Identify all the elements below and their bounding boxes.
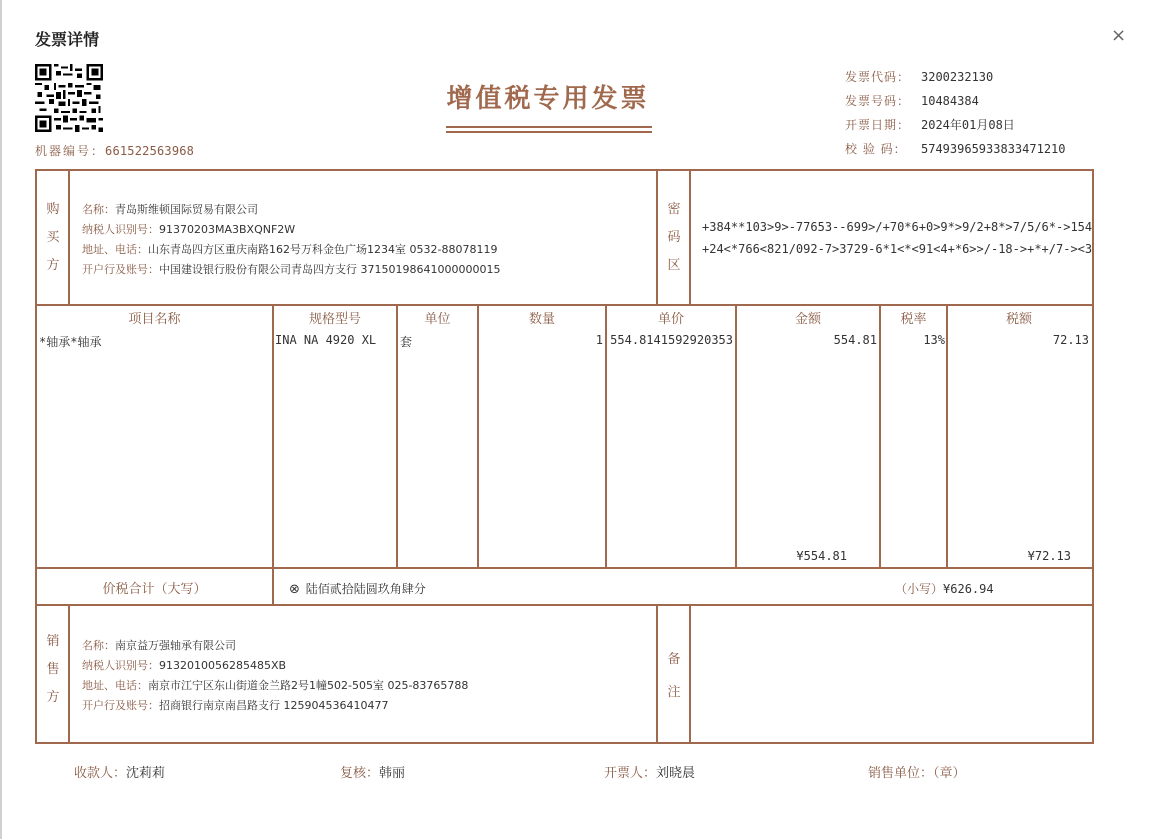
item-rate: 13% [923, 333, 945, 347]
dialog-title: 发票详情 [35, 30, 100, 49]
col-header-unit: 单位 [424, 312, 451, 327]
divider [35, 304, 1094, 306]
invoice-number: 发票号码： 10484384 [845, 94, 979, 108]
buyer-tax-id: 纳税人识别号：91370203MA3BXQNF2W [82, 223, 296, 236]
seller-side-label: 销 售 方 [46, 634, 60, 705]
cross-circle-icon: ⊗ [289, 582, 300, 597]
item-spec: INA NA 4920 XL [275, 333, 377, 347]
remarks-side-label: 备 注 [667, 652, 681, 700]
sum-in-figures: （小写）¥626.94 [895, 582, 994, 596]
total-tax: ¥72.13 [1027, 549, 1071, 563]
cipher-area: +384**103>9>-77653--699>/+70*6+0>9*>9/2+8*>7/5/6*->154 +24<*766<821/092-7>3729-6*1<*<91<4+*6>>/-18->+*+/7-><3 [702, 220, 1093, 256]
invoice-code: 发票代码： 3200232130 [845, 70, 994, 84]
col-header-name: 项目名称 [128, 312, 181, 327]
invoice-date: 开票日期： 2024年01月08日 [845, 118, 1015, 132]
buyer-address: 地址、电话：山东青岛四方区重庆南路162号万科金色广场1234室 0532-88078119 [82, 243, 498, 256]
seller-tax-id: 纳税人识别号：91320100562854​85XB [82, 659, 287, 672]
divider [396, 304, 398, 569]
col-header-spec: 规格型号 [308, 312, 361, 327]
buyer-bank: 开户行及账号：中国建设银行股份有限公司青岛四方支行 37150198641000000015 [82, 263, 501, 276]
col-header-amount: 金额 [794, 312, 821, 327]
check-code: 校 验 码： 57493965933833471210 [845, 142, 1066, 156]
title-underline [446, 131, 652, 133]
item-amount: 554.81 [833, 333, 877, 347]
item-qty: 1 [595, 333, 603, 347]
reviewer: 复核：韩丽 [340, 766, 406, 781]
cipher-side-label: 密 码 区 [667, 202, 681, 273]
col-header-price: 单价 [657, 312, 684, 327]
close-icon[interactable]: × [1111, 25, 1127, 46]
invoice-title: 增值税专用发票 [446, 84, 650, 114]
drawer: 开票人：刘晓晨 [604, 766, 696, 781]
seller-name: 名称：南京益万强轴承有限公司 [82, 639, 236, 652]
qr-code-icon [35, 64, 103, 132]
seller-address: 地址、电话：南京市江宁区东山街道金兰路2号1幢502-505室 025-83765788 [82, 679, 469, 692]
title-underline [446, 126, 652, 128]
divider [35, 567, 1094, 569]
seller-bank: 开户行及账号：招商银行南京南昌路支行 125904536410477 [82, 699, 389, 712]
col-header-qty: 数量 [528, 312, 555, 327]
buyer-info [82, 200, 500, 280]
machine-number: 机器编号：661522563968 [35, 144, 195, 158]
item-price: 554.8141592920353 [610, 333, 733, 347]
item-unit: 套 [400, 335, 413, 349]
buyer-name: 名称：青岛斯维顿国际贸易有限公司 [82, 203, 258, 216]
divider [272, 304, 274, 606]
payee: 收款人：沈莉莉 [74, 766, 166, 781]
total-amount: ¥554.81 [796, 549, 847, 563]
sum-in-words: ⊗ 陆佰贰拾陆圆玖角肆分 [289, 582, 426, 597]
item-name: *轴承*轴承 [39, 335, 102, 349]
seller-unit: 销售单位：（章） [868, 766, 966, 781]
item-tax: 72.13 [1052, 333, 1089, 347]
buyer-side-label: 购 买 方 [46, 202, 60, 273]
seller-info [82, 636, 468, 716]
col-header-rate: 税率 [900, 312, 927, 327]
col-header-tax: 税额 [1005, 312, 1032, 327]
sum-label: 价税合计（大写） [102, 582, 207, 597]
divider [35, 604, 1094, 606]
window-edge [0, 0, 2, 839]
